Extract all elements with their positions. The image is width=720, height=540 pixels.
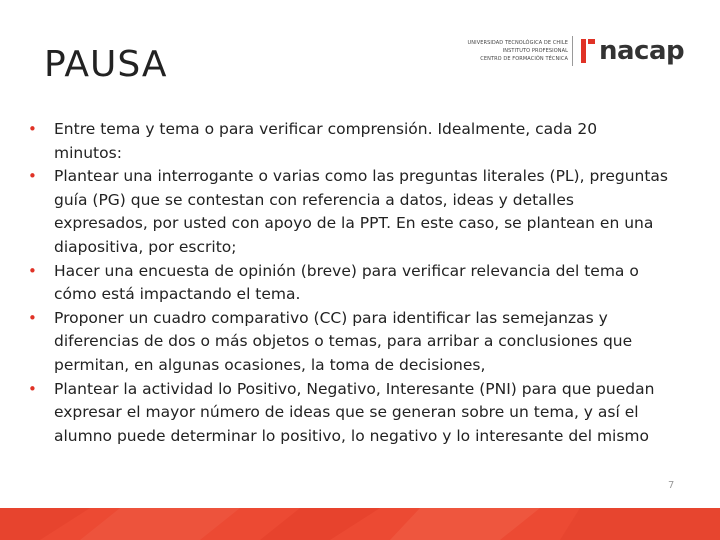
bullet-text: Proponer un cuadro comparativo (CC) para identificar las semejanzas y diferencias de dos o más objetos o temas, para arribar a conclusiones que permitan, en algunas ocasiones, la toma de decisiones, xyxy=(54,308,633,374)
bullet-marker-icon: • xyxy=(28,167,37,186)
footer-band xyxy=(0,508,720,540)
bullet-text: Hacer una encuesta de opinión (breve) para verificar relevancia del tema o cómo está impactando el tema. xyxy=(54,261,639,304)
bullet-text: Plantear una interrogante o varias como las preguntas literales (PL), preguntas guía (PG) que se contestan con referencia a datos, ideas y detalles expresados, por usted con apoyo de la PPT. En este caso, se plantean en una diapositiva, por escrito; xyxy=(54,167,668,256)
logo-subtitle xyxy=(466,39,568,63)
bullet-marker-icon: • xyxy=(28,261,37,280)
bullet-marker-icon: • xyxy=(28,379,37,398)
logo-wordmark: nacap xyxy=(599,36,685,66)
slide-title: PAUSA xyxy=(44,44,168,85)
logo-line-center: CENTRO DE FORMACIÓN TÉCNICA xyxy=(480,56,568,62)
bullet-list xyxy=(28,118,668,448)
bullet-item xyxy=(28,378,668,449)
bullet-item xyxy=(28,165,668,259)
bullet-text: Plantear la actividad lo Positivo, Negativo, Interesante (PNI) para que puedan expresar el mayor número de ideas que se generan sobre un tema, y así el alumno puede determinar lo positivo, lo negativo y lo interesante del mismo xyxy=(54,379,655,445)
logo-divider xyxy=(572,36,573,66)
logo-line-institute: INSTITUTO PROFESIONAL xyxy=(502,48,568,54)
bullet-item xyxy=(28,307,668,378)
logo-mark-icon xyxy=(581,39,595,63)
footer-pattern xyxy=(0,508,720,540)
bullet-item xyxy=(28,260,668,307)
logo-line-university: UNIVERSIDAD TECNOLÓGICA DE CHILE xyxy=(467,40,568,46)
page-number: 7 xyxy=(668,480,675,491)
bullet-marker-icon: • xyxy=(28,120,37,138)
bullet-text: Entre tema y tema o para verificar comprensión. Idealmente, cada 20 minutos: xyxy=(54,120,598,162)
bullet-marker-icon: • xyxy=(28,308,37,327)
inacap-logo xyxy=(466,32,698,70)
bullet-item xyxy=(28,118,668,165)
